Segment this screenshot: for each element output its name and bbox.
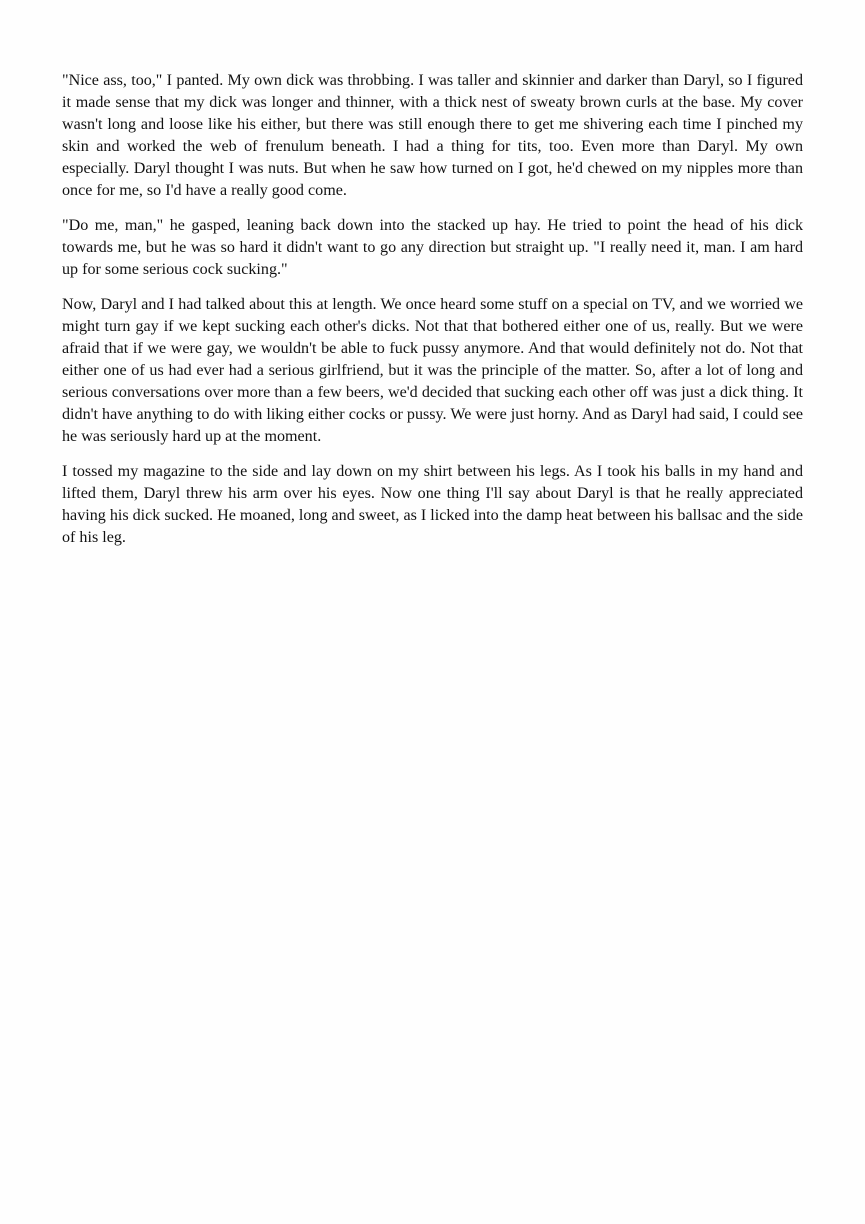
body-paragraph: "Do me, man," he gasped, leaning back down into the stacked up hay. He tried to point the head of his dick towards me, but he was so hard it didn't want to go any direction but straight up. "I really need it, man. I am hard up for some serious cock sucking." <box>62 217 803 278</box>
body-paragraph: Now, Daryl and I had talked about this at length. We once heard some stuff on a special on TV, and we worried we might turn gay if we kept sucking each other's dicks. Not that that bothered either one of us, really. But we were afraid that if we were gay, we wouldn't be able to fuck pussy anymore. And that would definitely not do. Not that either one of us had ever had a serious girlfriend, but it was the principle of the matter. So, after a lot of long and serious conversations over more than a few beers, we'd decided that sucking each other off was just a dick thing. It didn't have anything to do with liking either cocks or pussy. We were just horny. And as Daryl had said, I could see he was seriously hard up at the moment. <box>62 296 803 445</box>
body-paragraph: "Nice ass, too," I panted. My own dick was throbbing. I was taller and skinnier and darker than Daryl, so I figured it made sense that my dick was longer and thinner, with a thick nest of sweaty brown curls at the base. My cover wasn't long and loose like his either, but there was still enough there to get me shivering each time I pinched my skin and worked the web of frenulum beneath. I had a thing for tits, too. Even more than Daryl. My own especially. Daryl thought I was nuts. But when he saw how turned on I got, he'd chewed on my nipples more than once for me, so I'd have a really good come. <box>62 72 803 199</box>
body-text-column <box>62 70 803 549</box>
body-paragraph: I tossed my magazine to the side and lay down on my shirt between his legs. As I took his balls in my hand and lifted them, Daryl threw his arm over his eyes. Now one thing I'll say about Daryl is that he really appreciated having his dick sucked. He moaned, long and sweet, as I licked into the damp heat between his ballsac and the side of his leg. <box>62 463 803 546</box>
